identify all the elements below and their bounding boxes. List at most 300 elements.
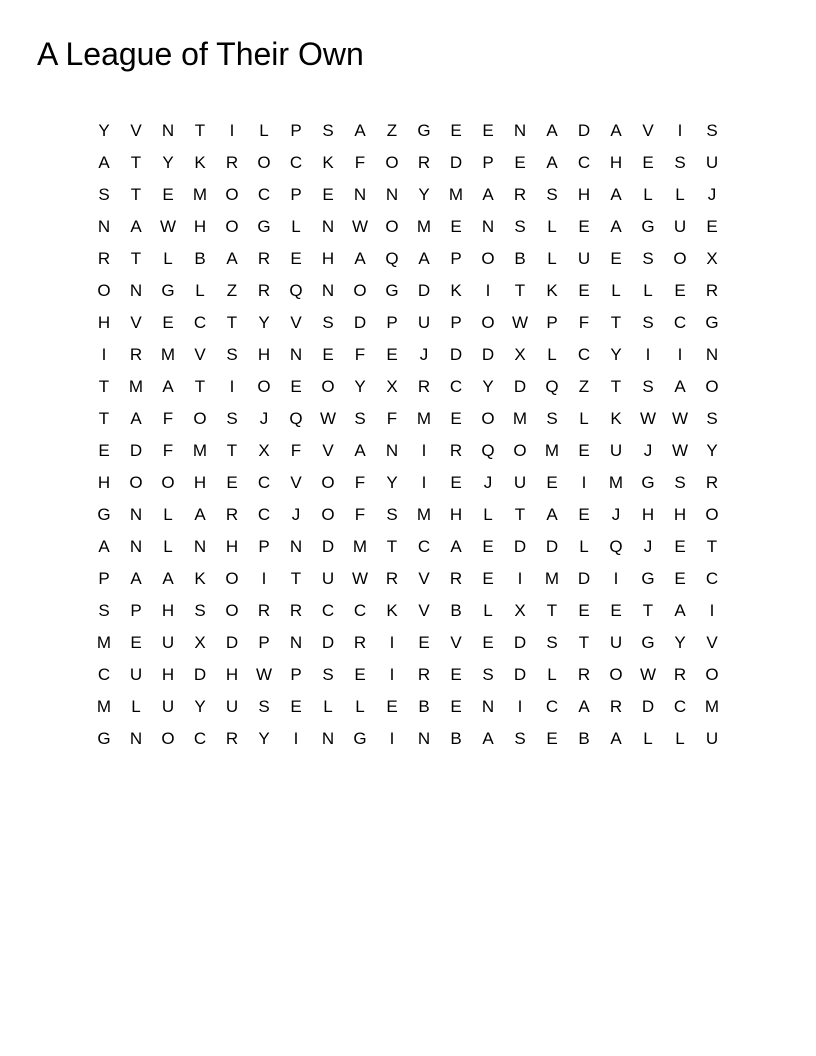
grid-letter: N: [129, 505, 143, 524]
grid-letter: C: [289, 153, 303, 172]
grid-letter: Y: [258, 313, 270, 332]
grid-letter: Q: [289, 409, 303, 428]
grid-letter: T: [290, 569, 302, 588]
grid-letter: I: [389, 665, 395, 684]
grid-letter: H: [225, 537, 239, 556]
grid-letter: S: [98, 185, 110, 204]
grid-letter: H: [193, 473, 207, 492]
grid-letter: T: [610, 313, 622, 332]
grid-letter: Z: [386, 121, 398, 140]
grid-letter: O: [481, 409, 495, 428]
grid-letter: E: [450, 665, 462, 684]
grid-letter: E: [450, 473, 462, 492]
grid-letter: S: [706, 121, 718, 140]
grid-letter: U: [161, 633, 175, 652]
grid-letter: O: [353, 281, 367, 300]
grid-letter: P: [450, 313, 462, 332]
grid-letter: B: [578, 729, 590, 748]
grid-letter: L: [547, 665, 557, 684]
grid-letter: I: [485, 281, 491, 300]
grid-letter: J: [291, 505, 301, 524]
grid-letter: A: [98, 153, 110, 172]
grid-letter: H: [225, 665, 239, 684]
grid-row: [88, 691, 728, 723]
grid-letter: F: [354, 153, 366, 172]
grid-letter: N: [129, 729, 143, 748]
grid-letter: K: [546, 281, 558, 300]
grid-letter: P: [546, 313, 558, 332]
grid-letter: D: [321, 633, 335, 652]
grid-letter: I: [613, 569, 619, 588]
grid-letter: R: [225, 153, 239, 172]
grid-row: [88, 595, 728, 627]
grid-letter: L: [643, 281, 653, 300]
grid-letter: T: [514, 281, 526, 300]
grid-letter: S: [642, 313, 654, 332]
grid-letter: M: [96, 697, 112, 716]
grid-letter: Z: [578, 377, 590, 396]
grid-letter: A: [610, 217, 622, 236]
grid-letter: A: [610, 729, 622, 748]
grid-letter: A: [482, 729, 494, 748]
grid-letter: P: [258, 633, 270, 652]
grid-letter: D: [513, 633, 527, 652]
grid-letter: C: [449, 377, 463, 396]
grid-letter: B: [450, 601, 462, 620]
grid-letter: R: [449, 569, 463, 588]
grid-letter: R: [513, 185, 527, 204]
grid-letter: O: [161, 729, 175, 748]
grid-letter: R: [449, 441, 463, 460]
grid-letter: T: [386, 537, 398, 556]
grid-letter: A: [674, 377, 686, 396]
grid-letter: E: [578, 601, 590, 620]
grid-letter: J: [643, 441, 653, 460]
grid-letter: N: [321, 729, 335, 748]
grid-letter: P: [450, 249, 462, 268]
grid-letter: C: [353, 601, 367, 620]
grid-letter: A: [482, 185, 494, 204]
grid-letter: B: [418, 697, 430, 716]
page-title: A League of Their Own: [37, 36, 364, 72]
grid-letter: M: [512, 409, 528, 428]
grid-letter: E: [450, 217, 462, 236]
grid-letter: C: [257, 185, 271, 204]
grid-letter: J: [483, 473, 493, 492]
grid-letter: H: [641, 505, 655, 524]
grid-letter: E: [162, 313, 174, 332]
grid-letter: B: [514, 249, 526, 268]
grid-letter: I: [709, 601, 715, 620]
grid-letter: N: [161, 121, 175, 140]
grid-letter: E: [450, 697, 462, 716]
grid-letter: V: [290, 313, 302, 332]
grid-letter: Y: [418, 185, 430, 204]
grid-letter: Y: [194, 697, 206, 716]
grid-letter: L: [675, 185, 685, 204]
grid-row: [88, 723, 728, 755]
grid-letter: N: [97, 217, 111, 236]
grid-letter: X: [514, 601, 526, 620]
grid-letter: I: [581, 473, 587, 492]
grid-letter: W: [159, 217, 177, 236]
grid-letter: P: [290, 665, 302, 684]
grid-letter: R: [705, 281, 719, 300]
grid-row: [88, 531, 728, 563]
grid-letter: E: [322, 345, 334, 364]
grid-letter: L: [131, 697, 141, 716]
grid-letter: Y: [98, 121, 110, 140]
grid-letter: S: [386, 505, 398, 524]
grid-letter: R: [225, 729, 239, 748]
grid-letter: S: [322, 313, 334, 332]
grid-letter: U: [417, 313, 431, 332]
grid-letter: N: [481, 697, 495, 716]
grid-letter: R: [289, 601, 303, 620]
grid-row: [88, 179, 728, 211]
grid-letter: M: [96, 633, 112, 652]
grid-letter: D: [513, 377, 527, 396]
grid-row: [88, 147, 728, 179]
grid-letter: V: [130, 313, 142, 332]
grid-letter: R: [353, 633, 367, 652]
grid-letter: E: [546, 473, 558, 492]
grid-letter: R: [673, 665, 687, 684]
grid-row: [88, 499, 728, 531]
grid-letter: Q: [385, 249, 399, 268]
grid-letter: W: [319, 409, 337, 428]
grid-letter: C: [193, 729, 207, 748]
grid-letter: D: [545, 537, 559, 556]
grid-letter: U: [673, 217, 687, 236]
grid-letter: S: [354, 409, 366, 428]
grid-letter: R: [609, 697, 623, 716]
grid-letter: D: [321, 537, 335, 556]
grid-letter: P: [290, 121, 302, 140]
grid-letter: H: [321, 249, 335, 268]
grid-letter: O: [129, 473, 143, 492]
grid-letter: S: [226, 345, 238, 364]
grid-row: [88, 115, 728, 147]
grid-letter: A: [162, 569, 174, 588]
grid-letter: O: [321, 377, 335, 396]
grid-letter: R: [97, 249, 111, 268]
grid-letter: R: [417, 377, 431, 396]
grid-letter: E: [482, 121, 494, 140]
grid-letter: G: [705, 313, 719, 332]
grid-letter: H: [449, 505, 463, 524]
grid-letter: E: [98, 441, 110, 460]
grid-row: [88, 659, 728, 691]
grid-letter: C: [193, 313, 207, 332]
grid-letter: W: [351, 217, 369, 236]
grid-letter: M: [416, 409, 432, 428]
grid-letter: A: [674, 601, 686, 620]
grid-letter: C: [673, 697, 687, 716]
grid-letter: E: [674, 537, 686, 556]
grid-letter: E: [514, 153, 526, 172]
grid-letter: W: [639, 665, 657, 684]
grid-letter: C: [577, 153, 591, 172]
grid-letter: K: [194, 153, 206, 172]
grid-letter: A: [546, 153, 558, 172]
grid-letter: Q: [481, 441, 495, 460]
grid-letter: K: [386, 601, 398, 620]
grid-letter: O: [385, 153, 399, 172]
grid-letter: O: [513, 441, 527, 460]
grid-letter: S: [546, 409, 558, 428]
grid-letter: X: [706, 249, 718, 268]
grid-letter: R: [129, 345, 143, 364]
grid-letter: T: [706, 537, 718, 556]
grid-letter: Q: [545, 377, 559, 396]
grid-letter: E: [482, 569, 494, 588]
grid-letter: A: [418, 249, 430, 268]
grid-letter: F: [386, 409, 398, 428]
grid-letter: Q: [289, 281, 303, 300]
grid-letter: U: [705, 729, 719, 748]
grid-letter: I: [517, 697, 523, 716]
grid-letter: A: [226, 249, 238, 268]
grid-letter: U: [225, 697, 239, 716]
grid-letter: A: [130, 569, 142, 588]
grid-letter: F: [162, 441, 174, 460]
grid-letter: E: [482, 537, 494, 556]
grid-letter: B: [194, 249, 206, 268]
grid-letter: C: [705, 569, 719, 588]
grid-letter: H: [193, 217, 207, 236]
grid-letter: N: [417, 729, 431, 748]
grid-letter: E: [226, 473, 238, 492]
grid-letter: O: [257, 377, 271, 396]
grid-letter: I: [229, 121, 235, 140]
grid-letter: C: [577, 345, 591, 364]
grid-letter: I: [421, 473, 427, 492]
grid-letter: N: [321, 281, 335, 300]
grid-letter: D: [225, 633, 239, 652]
grid-letter: F: [162, 409, 174, 428]
grid-letter: U: [321, 569, 335, 588]
grid-row: [88, 211, 728, 243]
grid-letter: E: [322, 185, 334, 204]
grid-letter: N: [129, 281, 143, 300]
grid-letter: H: [97, 313, 111, 332]
grid-letter: O: [193, 409, 207, 428]
grid-letter: O: [97, 281, 111, 300]
grid-letter: I: [677, 121, 683, 140]
grid-letter: T: [130, 249, 142, 268]
grid-letter: S: [642, 249, 654, 268]
grid-letter: W: [671, 409, 689, 428]
grid-letter: L: [611, 281, 621, 300]
grid-letter: N: [705, 345, 719, 364]
grid-letter: H: [577, 185, 591, 204]
grid-letter: R: [577, 665, 591, 684]
grid-letter: E: [642, 153, 654, 172]
grid-letter: D: [417, 281, 431, 300]
grid-letter: O: [481, 249, 495, 268]
grid-letter: J: [707, 185, 717, 204]
grid-letter: M: [416, 217, 432, 236]
grid-letter: Y: [386, 473, 398, 492]
grid-letter: A: [578, 697, 590, 716]
grid-letter: H: [609, 153, 623, 172]
grid-letter: I: [293, 729, 299, 748]
grid-letter: R: [385, 569, 399, 588]
grid-letter: H: [161, 601, 175, 620]
grid-letter: N: [385, 185, 399, 204]
grid-letter: I: [389, 729, 395, 748]
grid-letter: L: [291, 217, 301, 236]
grid-letter: A: [354, 121, 366, 140]
grid-letter: L: [195, 281, 205, 300]
grid-letter: K: [450, 281, 462, 300]
grid-letter: P: [258, 537, 270, 556]
grid-letter: E: [386, 345, 398, 364]
grid-letter: S: [642, 377, 654, 396]
grid-letter: L: [579, 409, 589, 428]
grid-letter: E: [130, 633, 142, 652]
grid-letter: D: [577, 121, 591, 140]
grid-letter: E: [482, 633, 494, 652]
grid-letter: E: [578, 441, 590, 460]
grid-letter: U: [705, 153, 719, 172]
grid-letter: M: [448, 185, 464, 204]
grid-letter: C: [545, 697, 559, 716]
grid-letter: C: [257, 473, 271, 492]
grid-letter: S: [322, 121, 334, 140]
grid-letter: H: [97, 473, 111, 492]
grid-letter: T: [194, 377, 206, 396]
grid-letter: C: [97, 665, 111, 684]
grid-letter: I: [229, 377, 235, 396]
grid-letter: N: [321, 217, 335, 236]
grid-letter: O: [225, 601, 239, 620]
grid-letter: N: [289, 537, 303, 556]
grid-letter: I: [677, 345, 683, 364]
grid-letter: T: [642, 601, 654, 620]
grid-letter: K: [322, 153, 334, 172]
grid-letter: Y: [610, 345, 622, 364]
grid-letter: G: [641, 569, 655, 588]
grid-row: [88, 467, 728, 499]
grid-letter: Y: [674, 633, 686, 652]
grid-letter: S: [258, 697, 270, 716]
grid-letter: C: [321, 601, 335, 620]
grid-letter: I: [261, 569, 267, 588]
grid-letter: W: [511, 313, 529, 332]
grid-letter: P: [98, 569, 110, 588]
grid-letter: T: [610, 377, 622, 396]
grid-letter: A: [130, 409, 142, 428]
grid-letter: I: [645, 345, 651, 364]
grid-letter: E: [674, 281, 686, 300]
grid-letter: A: [194, 505, 206, 524]
grid-letter: M: [544, 569, 560, 588]
grid-letter: S: [706, 409, 718, 428]
grid-letter: A: [546, 505, 558, 524]
grid-letter: M: [544, 441, 560, 460]
grid-row: [88, 563, 728, 595]
grid-letter: A: [450, 537, 462, 556]
grid-letter: N: [481, 217, 495, 236]
grid-letter: E: [546, 729, 558, 748]
grid-letter: E: [386, 697, 398, 716]
grid-letter: T: [130, 153, 142, 172]
grid-letter: D: [193, 665, 207, 684]
grid-letter: O: [321, 505, 335, 524]
grid-letter: H: [161, 665, 175, 684]
grid-letter: A: [610, 121, 622, 140]
grid-letter: F: [354, 473, 366, 492]
grid-letter: L: [579, 537, 589, 556]
grid-letter: C: [417, 537, 431, 556]
grid-letter: U: [513, 473, 527, 492]
grid-letter: O: [609, 665, 623, 684]
grid-letter: U: [129, 665, 143, 684]
grid-letter: E: [706, 217, 718, 236]
grid-letter: V: [450, 633, 462, 652]
grid-letter: V: [418, 569, 430, 588]
grid-letter: A: [354, 441, 366, 460]
grid-letter: D: [577, 569, 591, 588]
grid-letter: D: [449, 345, 463, 364]
grid-letter: L: [643, 729, 653, 748]
grid-letter: L: [483, 505, 493, 524]
grid-letter: L: [259, 121, 269, 140]
grid-letter: G: [161, 281, 175, 300]
grid-letter: H: [673, 505, 687, 524]
grid-letter: V: [130, 121, 142, 140]
grid-letter: W: [671, 441, 689, 460]
grid-letter: R: [417, 153, 431, 172]
grid-letter: L: [163, 505, 173, 524]
grid-letter: N: [289, 345, 303, 364]
grid-letter: O: [321, 473, 335, 492]
grid-letter: P: [482, 153, 494, 172]
grid-letter: S: [674, 473, 686, 492]
grid-letter: D: [641, 697, 655, 716]
grid-letter: M: [608, 473, 624, 492]
grid-letter: N: [513, 121, 527, 140]
grid-letter: P: [386, 313, 398, 332]
grid-letter: T: [226, 313, 238, 332]
grid-row: [88, 339, 728, 371]
grid-row: [88, 371, 728, 403]
grid-letter: L: [547, 217, 557, 236]
grid-row: [88, 403, 728, 435]
grid-letter: L: [163, 249, 173, 268]
grid-letter: S: [98, 601, 110, 620]
grid-letter: O: [225, 185, 239, 204]
grid-letter: J: [611, 505, 621, 524]
grid-letter: G: [353, 729, 367, 748]
grid-letter: X: [258, 441, 270, 460]
grid-letter: T: [98, 409, 110, 428]
grid-letter: O: [385, 217, 399, 236]
grid-letter: S: [546, 185, 558, 204]
grid-letter: S: [674, 153, 686, 172]
grid-letter: W: [255, 665, 273, 684]
grid-letter: D: [129, 441, 143, 460]
grid-letter: N: [289, 633, 303, 652]
grid-letter: O: [257, 153, 271, 172]
grid-letter: T: [546, 601, 558, 620]
grid-letter: G: [417, 121, 431, 140]
grid-letter: T: [130, 185, 142, 204]
grid-letter: L: [643, 185, 653, 204]
grid-letter: N: [129, 537, 143, 556]
